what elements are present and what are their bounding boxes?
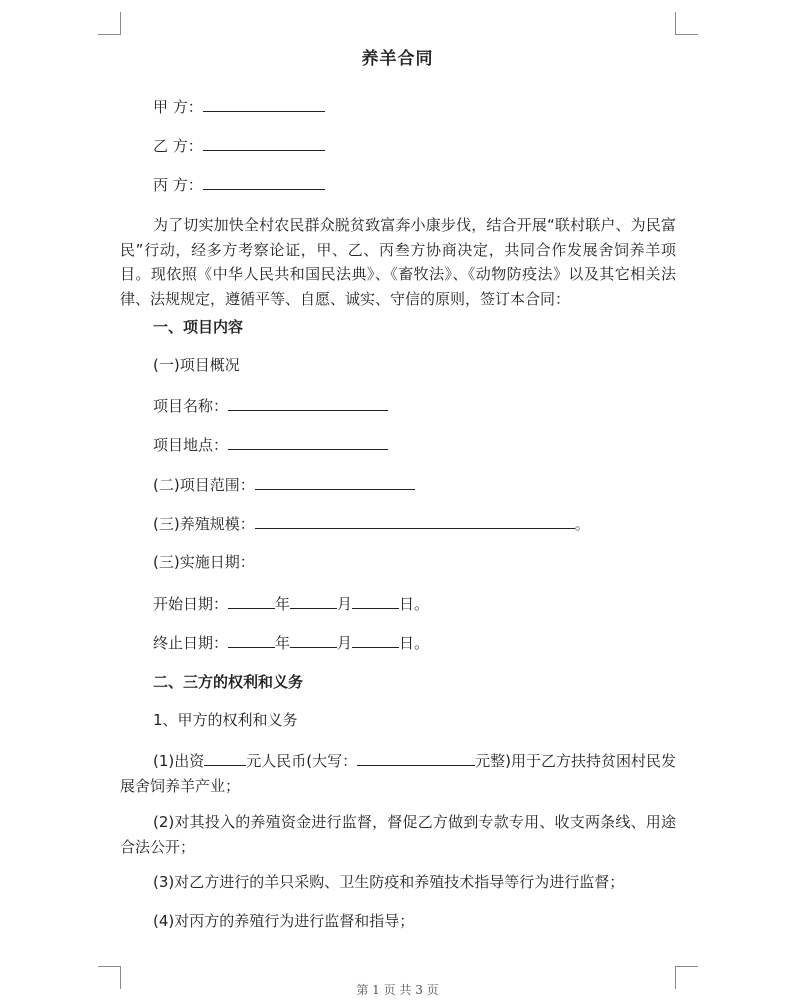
start-year-blank[interactable] xyxy=(228,593,275,609)
end-day-unit: 日。 xyxy=(399,634,430,652)
item-1-part-a: (1)出资 xyxy=(153,752,205,770)
breeding-scale-line xyxy=(153,513,590,534)
party-b-line xyxy=(153,135,325,156)
section2-heading: 二、三方的权利和义务 xyxy=(153,673,304,691)
implementation-date-label: (三)实施日期： xyxy=(153,553,255,571)
item-1-part-c: 元整)用于乙方扶持贫困村民发展舍饲养羊产业； xyxy=(120,752,677,795)
end-year-unit: 年 xyxy=(275,634,291,652)
project-scope-line xyxy=(153,474,415,495)
project-location-blank[interactable] xyxy=(228,434,388,450)
section1-heading: 一、项目内容 xyxy=(153,318,244,336)
intro-paragraph: 为了切实加快全村农民群众脱贫致富奔小康步伐，结合开展“联村联户、为民富民”行动，经多方考察论证，甲、乙、丙叁方协商决定，共同合作发展舍饲养羊项目。现依照《中华人民共和国民法典》、《畜牧法》、《动物防疫法》以及其它相关法律、法规规定，遵循平等、自愿、诚实、守信的原则，签订本合同： xyxy=(120,216,676,308)
project-location-label: 项目地点： xyxy=(153,436,229,454)
project-location-line xyxy=(153,434,388,455)
project-name-label: 项目名称： xyxy=(153,397,229,415)
start-day-unit: 日。 xyxy=(399,595,430,613)
start-month-blank[interactable] xyxy=(290,593,337,609)
party-a-label: 甲 方： xyxy=(153,98,203,116)
document-title: 养羊合同 xyxy=(361,49,434,69)
party-c-label: 丙 方： xyxy=(153,176,203,194)
breeding-scale-end: 。 xyxy=(574,515,590,533)
project-scope-label: (二)项目范围： xyxy=(153,476,255,494)
item-4-paragraph: (4)对丙方的养殖行为进行监督和指导； xyxy=(153,912,415,930)
party-a-rights-heading: 1、甲方的权利和义务 xyxy=(153,711,298,729)
item-2-paragraph: (2)对其投入的养殖资金进行监督，督促乙方做到专款专用、收支两条线、用途合法公开； xyxy=(120,813,676,856)
party-c-blank[interactable] xyxy=(203,174,325,190)
party-a-blank[interactable] xyxy=(203,96,325,112)
overview-label: (一)项目概况 xyxy=(153,356,240,374)
end-month-blank[interactable] xyxy=(290,632,337,648)
start-date-label: 开始日期： xyxy=(153,595,229,613)
crop-mark-top-left xyxy=(98,12,121,35)
project-scope-blank[interactable] xyxy=(255,474,415,490)
party-c-line xyxy=(153,174,325,195)
breeding-scale-label: (三)养殖规模： xyxy=(153,515,255,533)
project-name-blank[interactable] xyxy=(228,395,388,411)
item-1-part-b: 元人民币(大写： xyxy=(246,752,358,770)
breeding-scale-blank[interactable] xyxy=(255,513,575,529)
start-year-unit: 年 xyxy=(275,595,291,613)
end-month-unit: 月 xyxy=(337,634,353,652)
party-a-line xyxy=(153,96,325,117)
item-3-paragraph: (3)对乙方进行的羊只采购、卫生防疫和养殖技术指导等行为进行监督； xyxy=(153,873,625,891)
start-day-blank[interactable] xyxy=(352,593,399,609)
page-footer: 第 1 页 共 3 页 xyxy=(356,983,439,997)
item-1-paragraph xyxy=(120,749,676,798)
item-1-uppercase-blank[interactable] xyxy=(357,750,475,766)
start-month-unit: 月 xyxy=(337,595,353,613)
end-date-line xyxy=(153,632,429,653)
item-1-amount-blank[interactable] xyxy=(204,750,246,766)
party-b-blank[interactable] xyxy=(203,135,325,151)
end-date-label: 终止日期： xyxy=(153,634,229,652)
start-date-line xyxy=(153,593,429,614)
end-day-blank[interactable] xyxy=(352,632,399,648)
project-name-line xyxy=(153,395,388,416)
end-year-blank[interactable] xyxy=(228,632,275,648)
party-b-label: 乙 方： xyxy=(153,137,203,155)
crop-mark-top-right xyxy=(675,12,698,35)
